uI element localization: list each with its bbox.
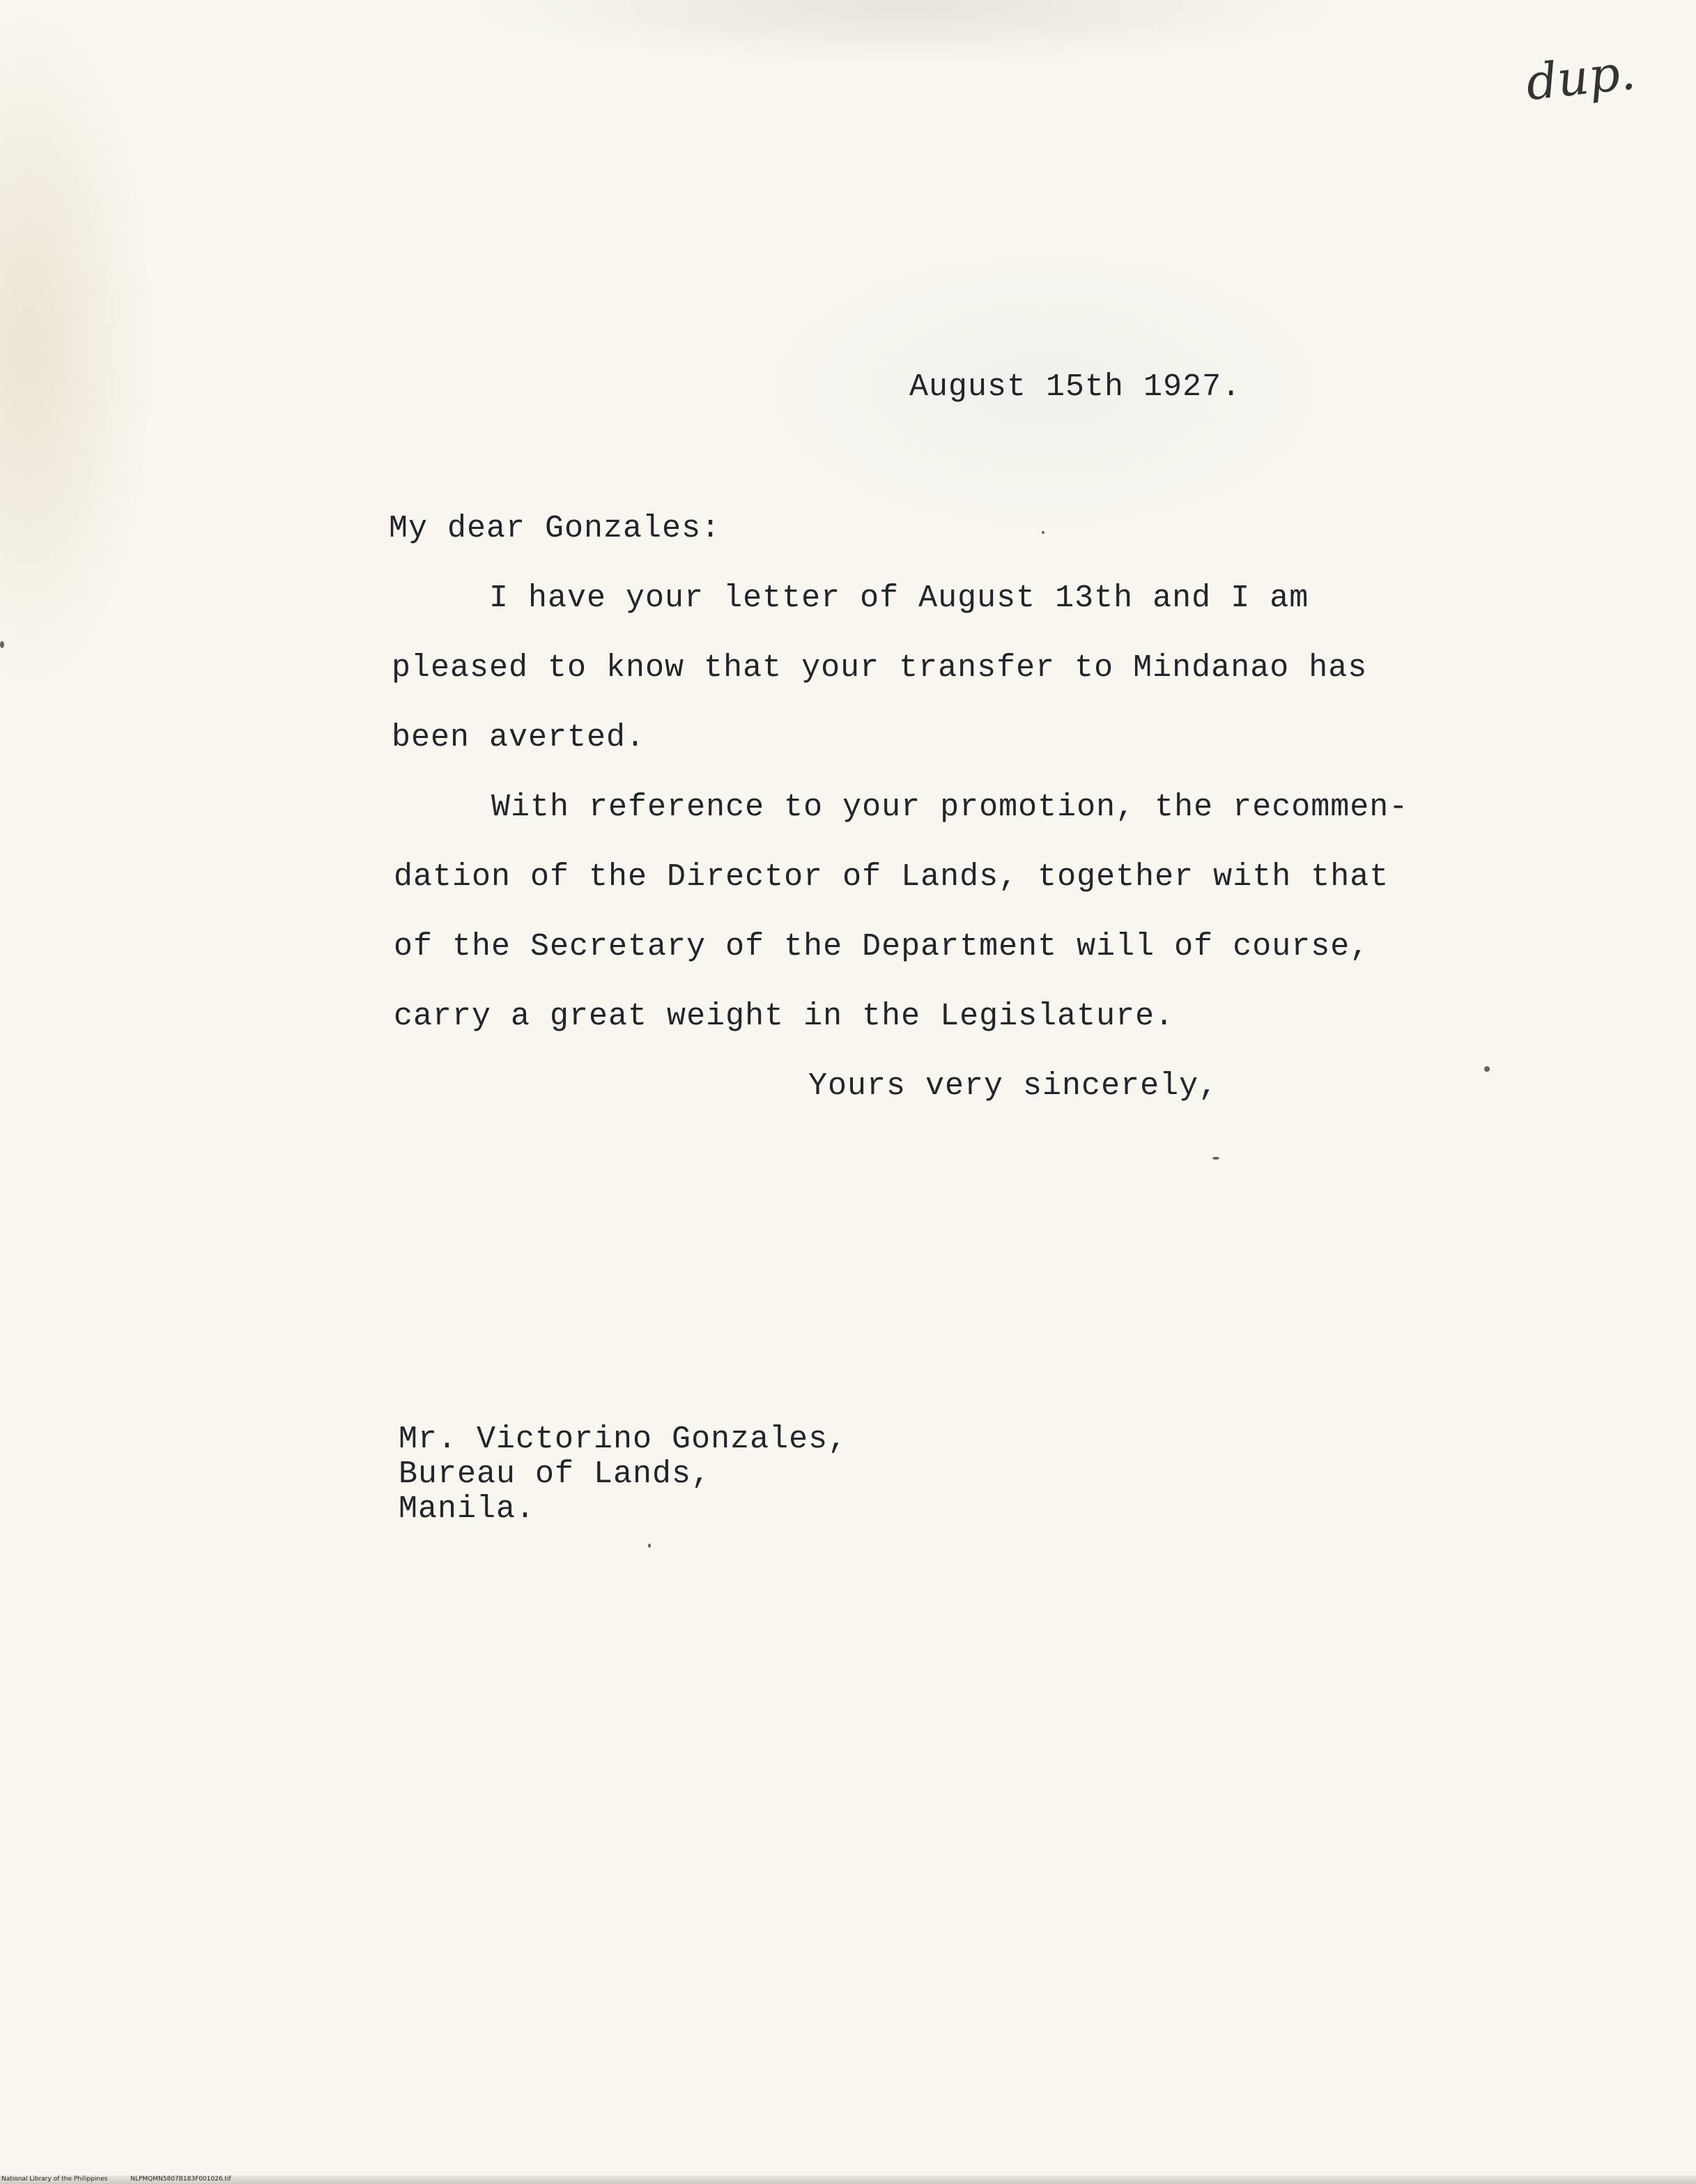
paragraph-1-line: been averted. bbox=[392, 720, 646, 755]
footer-institution: National Library of the Philippines bbox=[1, 2176, 108, 2183]
recipient-line: Mr. Victorino Gonzales, bbox=[399, 1422, 848, 1457]
salutation: My dear Gonzales: bbox=[389, 511, 721, 546]
scan-footer bbox=[1, 2176, 252, 2183]
paragraph-2-line: dation of the Director of Lands, together with that bbox=[394, 859, 1389, 895]
recipient-line: Bureau of Lands, bbox=[399, 1456, 711, 1492]
paragraph-2-line: carry a great weight in the Legislature. bbox=[394, 999, 1175, 1034]
paper-speck bbox=[1042, 531, 1044, 534]
paper-speck bbox=[1212, 1157, 1219, 1160]
scan-edge bbox=[0, 2176, 1696, 2184]
recipient-line: Manila. bbox=[399, 1491, 536, 1527]
closing: Yours very sincerely, bbox=[808, 1068, 1219, 1104]
paper-speck bbox=[648, 1544, 651, 1548]
handwritten-annotation: dup. bbox=[1523, 43, 1638, 111]
letter-date: August 15th 1927. bbox=[909, 369, 1242, 405]
paper-speck bbox=[0, 641, 4, 648]
paragraph-2-line: of the Secretary of the Department will of course, bbox=[394, 929, 1370, 964]
paragraph-2-line: With reference to your promotion, the recommen- bbox=[394, 790, 1409, 825]
paragraph-1-line: pleased to know that your transfer to Mindanao has bbox=[392, 650, 1368, 686]
footer-filename: NLPMQMN5807B183F001026.tif bbox=[130, 2176, 231, 2183]
paper-speck bbox=[1484, 1066, 1490, 1072]
paragraph-1-line: I have your letter of August 13th and I am bbox=[392, 580, 1309, 616]
